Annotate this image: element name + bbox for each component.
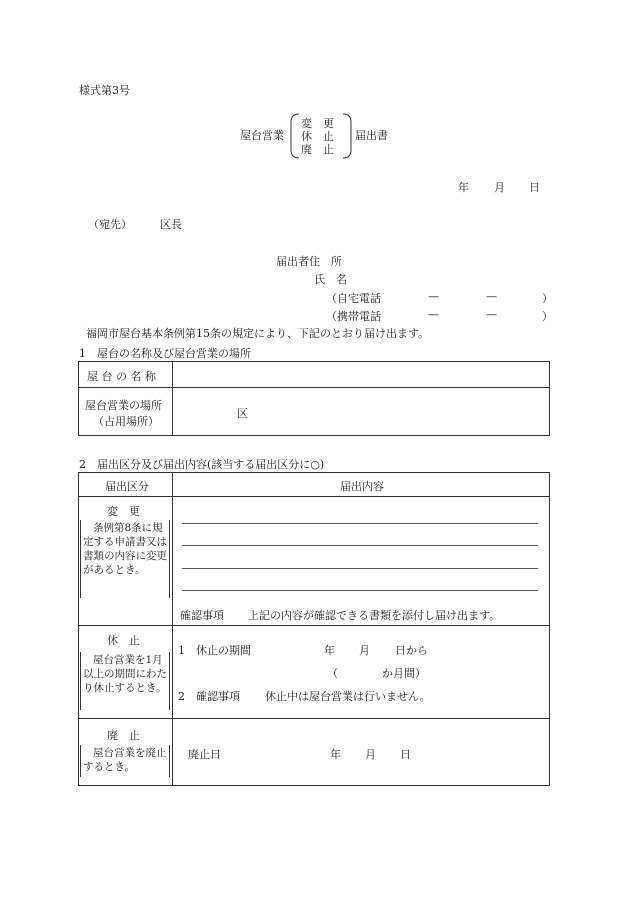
abolish-year: 年 xyxy=(330,748,341,761)
suspend-period-label: 1 休止の期間 xyxy=(178,644,251,657)
change-line-1 xyxy=(182,523,538,524)
col-content-header: 届出内容 xyxy=(340,480,384,493)
abolish-note: 屋台営業を廃止するとき。 xyxy=(83,747,167,773)
date-month: 月 xyxy=(494,181,505,194)
mobile-phone-dash-1: — xyxy=(428,308,439,321)
section2-heading: 2 届出区分及び届出内容(該当する届出区分に○) xyxy=(79,458,325,471)
change-line-3 xyxy=(182,568,538,569)
section1-table xyxy=(78,361,550,436)
mobile-phone-label: （携帯電話 xyxy=(326,310,381,323)
abolish-month: 月 xyxy=(365,748,376,761)
title-option-change: 変 更 xyxy=(301,117,334,130)
applicant-address-label: 届出者住 所 xyxy=(276,255,342,268)
change-note: 条例第8条に規定する申請書又は書類の内容に変更があるとき。 xyxy=(83,522,167,576)
suspend-from: 日から xyxy=(395,644,428,657)
location-label-2: （占用場所） xyxy=(93,415,159,428)
applicant-name-label: 氏 名 xyxy=(314,273,347,286)
home-phone-label: （自宅電話 xyxy=(326,292,381,305)
suspend-year: 年 xyxy=(324,644,335,657)
suspend-label: 休 止 xyxy=(107,634,140,647)
change-confirm-text: 上記の内容が確認できる書類を添付し届け出ます。 xyxy=(248,609,501,622)
mobile-phone-close: ） xyxy=(542,310,553,323)
date-year: 年 xyxy=(458,181,469,194)
section1-heading: 1 屋台の名称及び屋台営業の場所 xyxy=(79,347,251,360)
change-line-4 xyxy=(182,590,538,591)
suspend-months: か月間） xyxy=(382,667,426,680)
title-suffix: 届出書 xyxy=(355,129,388,142)
date-day: 日 xyxy=(529,181,540,194)
home-phone-close: ） xyxy=(542,292,553,305)
suspend-open-paren: （ xyxy=(327,667,338,680)
addressee-prefix: （宛先） xyxy=(88,218,132,231)
store-name-label: 屋 台 の 名 称 xyxy=(87,370,156,383)
abolish-label: 廃 止 xyxy=(107,729,140,742)
col-category-header: 届出区分 xyxy=(105,480,149,493)
title-option-suspend: 休 止 xyxy=(301,130,334,143)
abolish-date-label: 廃止日 xyxy=(188,748,221,761)
mobile-phone-dash-2: — xyxy=(486,308,497,321)
suspend-confirm-text: 休止中は屋台営業は行いません。 xyxy=(265,690,431,703)
addressee: 区長 xyxy=(160,218,182,231)
form-number: 様式第3号 xyxy=(79,84,130,97)
change-confirm-label: 確認事項 xyxy=(180,609,224,622)
abolish-day: 日 xyxy=(400,748,411,761)
intro-text: 福岡市屋台基本条例第15条の規定により、下記のとおり届け出ます。 xyxy=(86,327,430,340)
home-phone-dash-1: — xyxy=(428,290,439,303)
title-prefix: 屋台営業 xyxy=(240,129,284,142)
change-label: 変 更 xyxy=(107,505,140,518)
location-label-1: 屋台営業の場所 xyxy=(85,399,162,412)
suspend-note: 屋台営業を1月以上の期間にわたり休止するとき。 xyxy=(83,654,167,694)
home-phone-dash-2: — xyxy=(486,290,497,303)
location-ward: 区 xyxy=(237,407,248,420)
change-line-2 xyxy=(182,545,538,546)
title-option-abolish: 廃 止 xyxy=(301,143,334,156)
suspend-confirm-label: 2 確認事項 xyxy=(178,690,240,703)
suspend-month: 月 xyxy=(359,644,370,657)
